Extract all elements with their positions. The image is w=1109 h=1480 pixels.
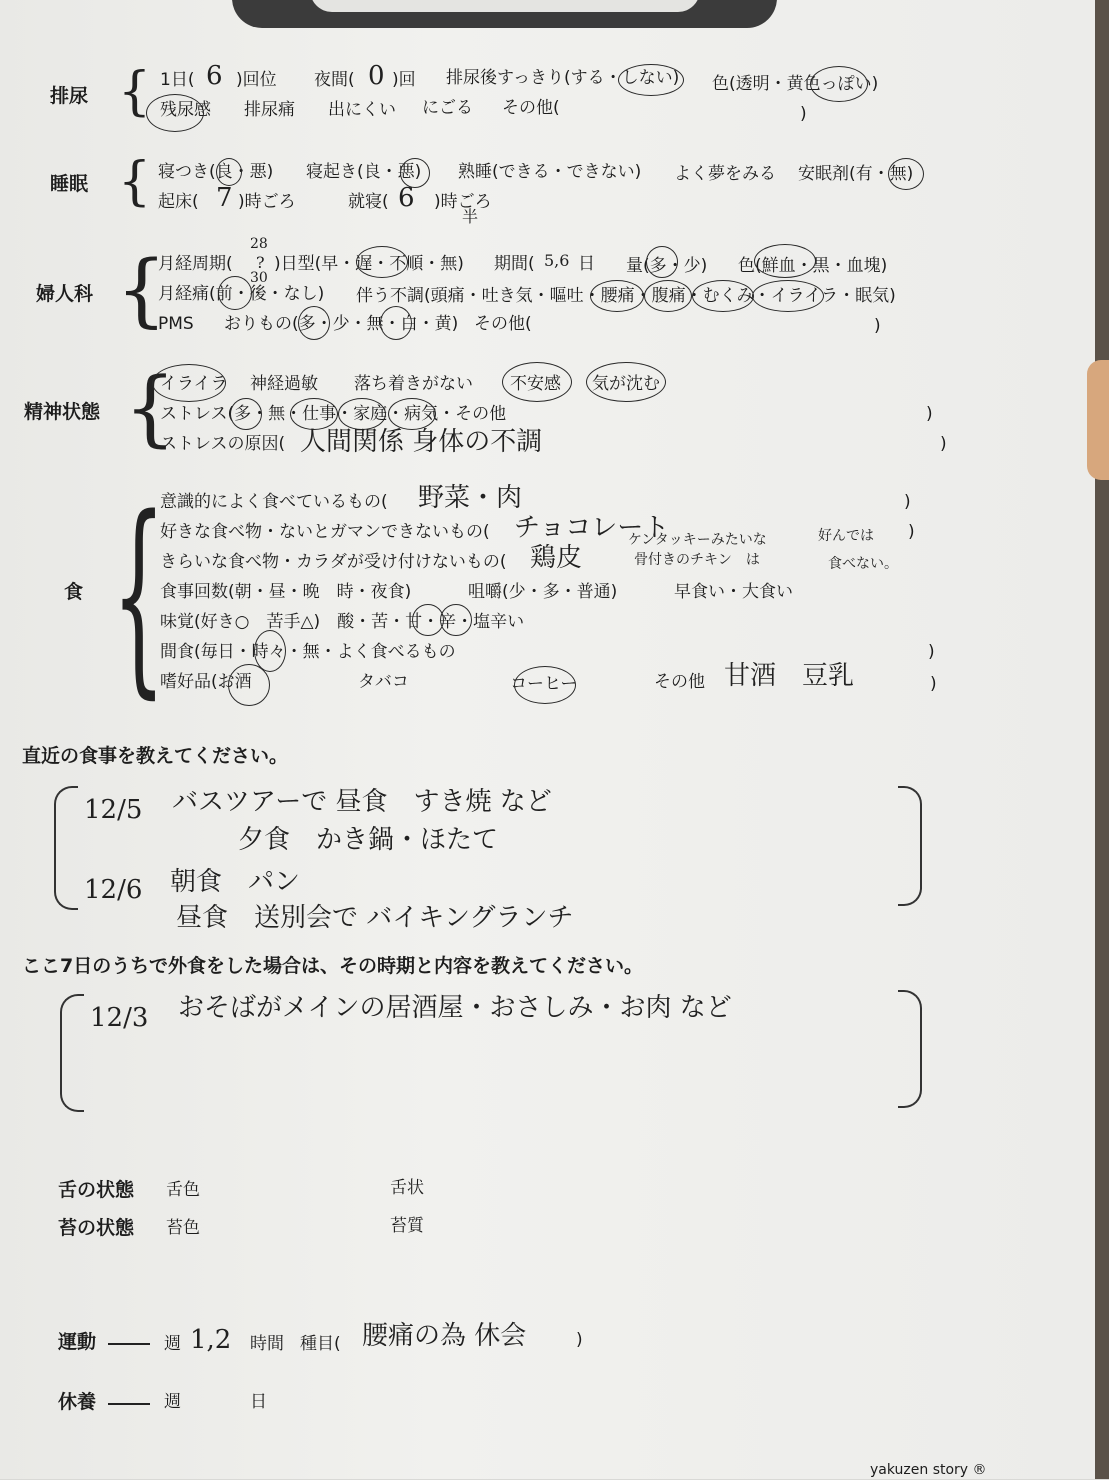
food-dislike-note2[interactable]: 骨付きのチキン は <box>634 552 760 568</box>
circle-mark <box>646 246 678 278</box>
gyn-amount: 量(多・少) <box>626 256 708 276</box>
food-conscious-label: 意識的によく食べているもの( <box>160 492 388 512</box>
clipboard-clip-window <box>310 0 700 12</box>
circle-mark <box>692 280 754 312</box>
food-dislike-note1[interactable]: ケンタッキーみたいな <box>628 532 767 548</box>
sleep-bed-answer[interactable]: 6 <box>398 183 415 213</box>
recent-meals-bracket-right <box>898 786 922 906</box>
sleep-pills: 安眠剤(有・無) <box>798 164 914 184</box>
rest-days: 日 <box>250 1392 267 1412</box>
eating-out-bracket-left <box>60 994 84 1112</box>
circle-mark <box>356 246 408 278</box>
gyn-pms: PMS <box>158 314 194 334</box>
sleep-rise-label: 起床( <box>158 192 199 212</box>
circle-mark <box>618 64 684 96</box>
gyn-cycle-label: 月経周期( <box>158 254 233 274</box>
gyn-brace: { <box>116 243 167 336</box>
circle-mark <box>152 364 226 402</box>
circle-mark <box>502 362 572 402</box>
food-speed: 早食い・大食い <box>674 582 793 602</box>
circle-mark <box>810 66 868 102</box>
recent-meals-title: 直近の食事を教えてください。 <box>22 745 289 767</box>
exercise-label: 運動 <box>58 1331 97 1353</box>
circle-mark <box>644 280 692 312</box>
food-meals: 食事回数(朝・昼・晩 時・夜食) <box>160 582 412 602</box>
coat-state-label: 苔の状態 <box>58 1217 135 1239</box>
recent-meal-date[interactable]: 12/6 <box>84 875 143 905</box>
rest-label: 休養 <box>58 1391 97 1413</box>
urination-title: 排尿 <box>50 85 89 107</box>
circle-mark <box>298 306 330 340</box>
exercise-hours: 時間 <box>250 1334 284 1354</box>
urination-night-answer[interactable]: 0 <box>368 61 385 91</box>
circle-mark <box>388 398 436 430</box>
sleep-deep: 熟睡(できる・できない) <box>458 162 642 182</box>
food-chewing: 咀嚼(少・多・普通) <box>468 582 618 602</box>
urination-night-label: 夜間( <box>314 70 355 90</box>
exercise-kind-end: ) <box>576 1330 583 1350</box>
brand-footer: yakuzen story ® <box>870 1462 987 1478</box>
gyn-period-answer[interactable]: 5,6 <box>544 251 570 270</box>
urination-cloudy: にごる <box>422 98 473 118</box>
urination-night-end: )回 <box>392 70 416 90</box>
gyn-other-end: ) <box>874 316 881 336</box>
eating-out-title: ここ7日のうちで外食をした場合は、その時期と内容を教えてください。 <box>22 955 644 977</box>
circle-mark <box>586 362 666 402</box>
mental-title: 精神状態 <box>24 401 101 423</box>
sleep-waking: 寝起き(良・悪) <box>306 162 422 182</box>
sleep-bed-end: )時ごろ <box>434 192 492 212</box>
circle-mark <box>338 398 386 430</box>
circle-mark <box>440 604 472 636</box>
sleep-rise-end: )時ごろ <box>238 192 296 212</box>
gyn-cycle-bottom[interactable]: 30 <box>250 270 268 286</box>
sleep-bed-label: 就寝( <box>348 192 389 212</box>
circle-mark <box>216 158 242 186</box>
sleep-falling: 寝つき(良・悪) <box>158 162 274 182</box>
urination-color-label: 色(透明・黄色っぽい) <box>712 74 879 94</box>
food-brace: { <box>112 472 166 717</box>
urination-hard: 出にくい <box>328 100 396 120</box>
recent-meal-line[interactable]: バスツアーで 昼食 すき焼 など <box>172 787 552 817</box>
food-coffee: コーヒー <box>510 674 578 694</box>
tongue-shape-label: 舌状 <box>390 1178 424 1198</box>
food-favorite-answer[interactable]: チョコレート <box>514 513 670 543</box>
urination-times-end: )回位 <box>236 70 277 90</box>
circle-mark <box>754 244 816 278</box>
urination-after-label: 排尿後すっきり(する・しない) <box>446 68 680 88</box>
mental-depressed: 気が沈む <box>592 374 660 394</box>
food-conscious-end: ) <box>904 492 911 512</box>
recent-meal-line[interactable]: 夕食 かき鍋・ほたて <box>238 825 499 855</box>
rest-week: 週 <box>164 1392 181 1412</box>
circle-mark <box>218 276 252 310</box>
food-snack-label: 間食(毎日・時々・無・よく食べるもの <box>160 642 456 662</box>
mental-stress-end: ) <box>926 404 933 424</box>
thumb <box>1087 360 1109 480</box>
mental-cause-end: ) <box>940 434 947 454</box>
mental-restless: 落ち着きがない <box>354 374 473 394</box>
mental-cause-label: ストレスの原因( <box>160 434 286 454</box>
sleep-brace: { <box>118 152 152 212</box>
urination-pain: 排尿痛 <box>244 100 295 120</box>
sleep-rise-answer[interactable]: 7 <box>216 183 233 213</box>
gyn-cycle-end: )日型(早・遅・不順・無) <box>274 254 464 274</box>
urination-brace: { <box>118 62 152 122</box>
coat-quality-label: 苔質 <box>390 1216 424 1236</box>
gyn-color: 色(鮮血・黒・血塊) <box>738 256 888 276</box>
urination-residual: 残尿感 <box>160 100 211 120</box>
circle-mark <box>514 666 576 704</box>
exercise-kind-answer[interactable]: 腰痛の為 休会 <box>362 1321 527 1351</box>
sleep-dreams: よく夢をみる <box>674 164 776 184</box>
gyn-period-end: 日 <box>578 254 595 274</box>
exercise-week-answer[interactable]: 1,2 <box>190 1325 232 1355</box>
food-pref-other-answer[interactable]: 甘酒 豆乳 <box>724 661 855 691</box>
gyn-discharge: おりもの(多・少・無・白・黄) <box>224 314 459 334</box>
gyn-other: その他( <box>474 314 532 334</box>
circle-mark <box>230 398 262 430</box>
food-tobacco: タバコ <box>358 672 409 692</box>
recent-meal-line[interactable]: 昼食 送別会で バイキングランチ <box>176 903 574 933</box>
urination-times-answer[interactable]: 6 <box>206 61 223 91</box>
gyn-title: 婦人科 <box>36 283 94 305</box>
tongue-state-label: 舌の状態 <box>58 1179 135 1201</box>
sleep-bed-note[interactable]: 半 <box>462 207 479 226</box>
rest-dash <box>108 1403 150 1405</box>
food-dislike-note3[interactable]: 好んでは <box>818 528 874 544</box>
food-dislike-note4[interactable]: 食べない。 <box>828 556 898 572</box>
gyn-cycle-top[interactable]: 28 <box>250 236 268 252</box>
food-snack-end: ) <box>928 642 935 662</box>
food-dislike-answer[interactable]: 鶏皮 <box>530 543 583 573</box>
sleep-title: 睡眠 <box>50 173 89 195</box>
coat-color-label: 苔色 <box>166 1218 200 1238</box>
food-taste: 味覚(好き○ 苦手△) 酸・苦・甘・辛・塩辛い <box>160 612 525 632</box>
food-conscious-answer[interactable]: 野菜・肉 <box>418 483 523 513</box>
recent-meal-line[interactable]: 朝食 パン <box>170 867 301 897</box>
circle-mark <box>888 158 924 190</box>
circle-mark <box>380 306 412 340</box>
urination-times-label: 1日( <box>160 70 195 90</box>
eating-out-bracket-right <box>898 990 922 1108</box>
eating-out-line[interactable]: おそばがメインの居酒屋・おさしみ・お肉 など <box>178 993 732 1023</box>
food-title: 食 <box>64 581 84 603</box>
food-favorite-label: 好きな食べ物・ないとガマンできないもの( <box>160 522 490 542</box>
mental-nervous: 神経過敏 <box>250 374 318 394</box>
gyn-period-label: 期間( <box>494 254 535 274</box>
mental-cause-answer[interactable]: 人間関係 身体の不調 <box>300 427 543 457</box>
mental-stress: ストレス(多・無・仕事・家庭・病気・その他 <box>160 404 507 424</box>
circle-mark <box>146 94 204 132</box>
urination-other: その他( <box>502 98 560 118</box>
gyn-cycle-answer[interactable]: ? <box>256 253 265 272</box>
exercise-dash <box>108 1343 150 1345</box>
mental-anxiety: 不安感 <box>510 374 561 394</box>
circle-mark <box>290 398 338 430</box>
recent-meals-bracket-left <box>54 786 78 910</box>
exercise-week: 週 <box>164 1334 181 1354</box>
gyn-symptoms: 伴う不調(頭痛・吐き気・嘔吐・腰痛・腹痛・むくみ・イライラ・眠気) <box>356 286 896 306</box>
food-pref-end: ) <box>930 674 937 694</box>
tongue-color-label: 舌色 <box>166 1180 200 1200</box>
circle-mark <box>228 664 270 706</box>
exercise-kind-label: 種目( <box>300 1334 341 1354</box>
mental-brace: { <box>124 361 177 456</box>
urination-other-end: ) <box>800 104 807 124</box>
food-pref-other-label: その他 <box>654 672 705 692</box>
circle-mark <box>590 280 644 312</box>
food-prefs-label: 嗜好品(お酒 <box>160 672 252 692</box>
circle-mark <box>752 280 824 312</box>
gyn-pain: 月経痛(前・後・なし) <box>158 284 325 304</box>
food-favorite-end: ) <box>908 522 915 542</box>
eating-out-date[interactable]: 12/3 <box>90 1003 149 1033</box>
food-dislike-label: きらいな食べ物・カラダが受け付けないもの( <box>160 552 507 572</box>
recent-meal-date[interactable]: 12/5 <box>84 795 143 825</box>
mental-irritable: イライラ <box>160 374 228 394</box>
clipboard-edge <box>1095 0 1109 1479</box>
